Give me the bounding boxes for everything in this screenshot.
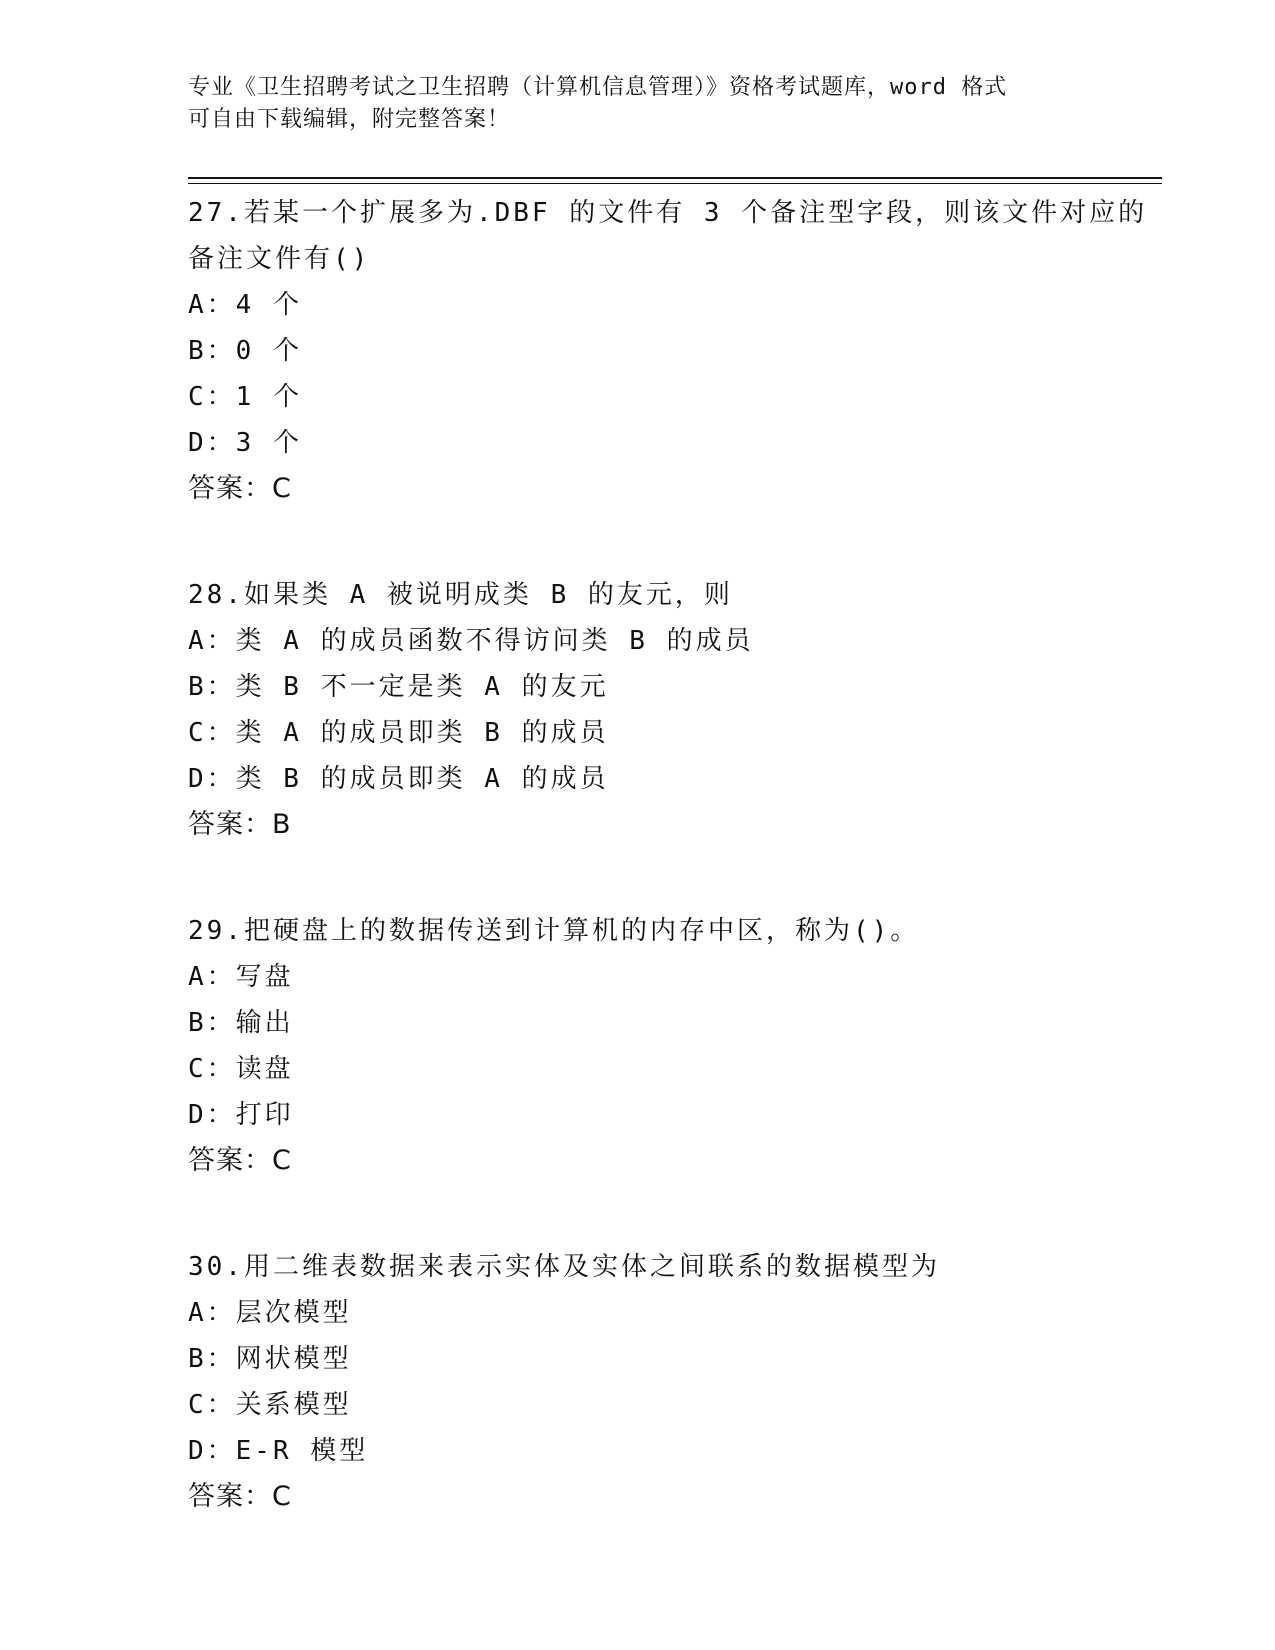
option-b: B：输出 (188, 1008, 294, 1038)
answer: 答案：C (188, 1145, 292, 1176)
option-b: B：类 B 不一定是类 A 的友元 (188, 672, 609, 702)
option-a: A：写盘 (188, 962, 294, 992)
option-d: D：类 B 的成员即类 A 的成员 (188, 764, 609, 794)
header-divider-thin (188, 183, 1162, 184)
option-c: C：1 个 (188, 382, 302, 412)
option-c: C：读盘 (188, 1054, 294, 1084)
option-d: D：3 个 (188, 428, 302, 458)
question-stem: 27.若某一个扩展多为.DBF 的文件有 3 个备注型字段，则该文件对应的 (188, 198, 1148, 228)
question-29 (188, 908, 1148, 1184)
question-28 (188, 572, 1148, 848)
question-list (188, 190, 1148, 1580)
header-divider-thick (188, 177, 1162, 179)
question-stem: 30.用二维表数据来表示实体及实体之间联系的数据模型为 (188, 1252, 940, 1282)
answer: 答案：C (188, 1481, 292, 1512)
option-c: C：关系模型 (188, 1390, 352, 1420)
question-27 (188, 190, 1148, 512)
option-a: A：层次模型 (188, 1298, 352, 1328)
answer: 答案：C (188, 473, 292, 504)
question-stem: 29.把硬盘上的数据传送到计算机的内存中区，称为()。 (188, 916, 920, 946)
option-b: B：0 个 (188, 336, 302, 366)
option-d: D：打印 (188, 1100, 294, 1130)
answer: 答案：B (188, 809, 292, 840)
option-a: A：4 个 (188, 290, 302, 320)
option-d: D：E-R 模型 (188, 1436, 369, 1466)
document-header (188, 72, 1088, 136)
question-stem: 28.如果类 A 被说明成类 B 的友元，则 (188, 580, 733, 610)
option-b: B：网状模型 (188, 1344, 352, 1374)
question-30 (188, 1244, 1148, 1520)
option-c: C：类 A 的成员即类 B 的成员 (188, 718, 609, 748)
question-stem-continued: 备注文件有() (188, 244, 371, 274)
header-line-2: 可自由下载编辑，附完整答案！ (188, 107, 511, 132)
header-line-1: 专业《卫生招聘考试之卫生招聘（计算机信息管理）》资格考试题库，word 格式 (188, 75, 1008, 100)
option-a: A：类 A 的成员函数不得访问类 B 的成员 (188, 626, 754, 656)
